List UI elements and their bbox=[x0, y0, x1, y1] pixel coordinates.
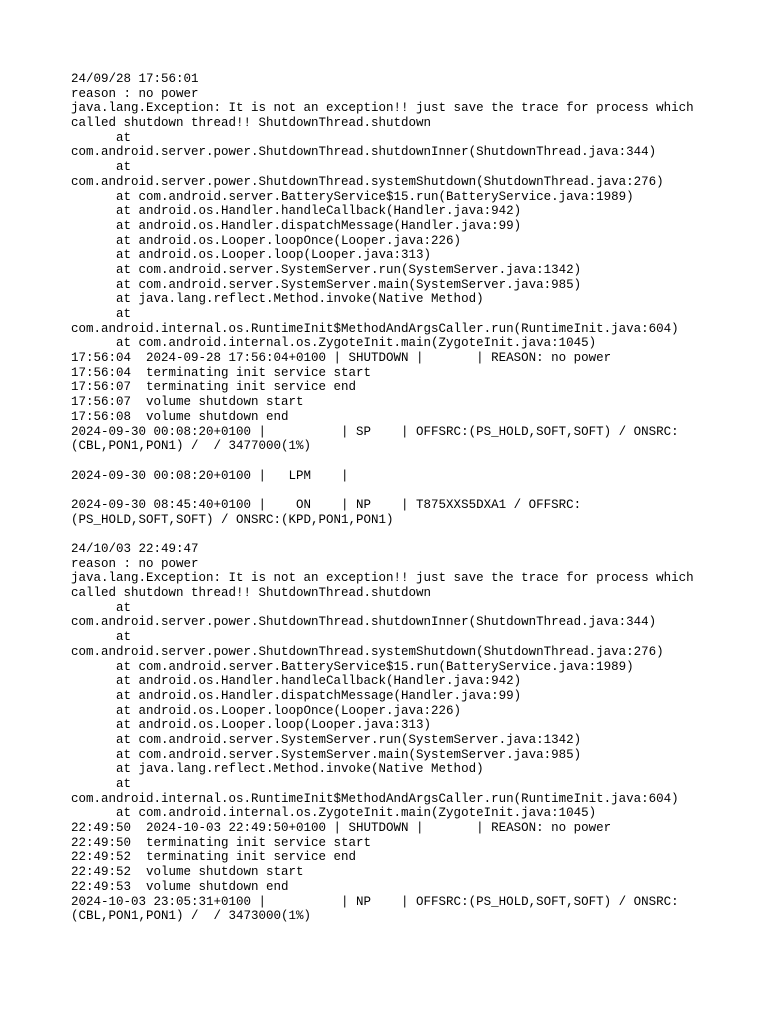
log-line: java.lang.Exception: It is not an exception!! just save the trace for process which bbox=[71, 571, 694, 586]
log-line: com.android.internal.os.RuntimeInit$MethodAndArgsCaller.run(RuntimeInit.java:604) bbox=[71, 791, 679, 806]
log-line: reason : no power bbox=[71, 86, 199, 101]
log-line: at com.android.server.BatteryService$15.run(BatteryService.java:1989) bbox=[71, 189, 634, 204]
log-line: 22:49:52 terminating init service end bbox=[71, 850, 357, 865]
log-line: at com.android.server.BatteryService$15.run(BatteryService.java:1989) bbox=[71, 659, 634, 674]
log-line: at bbox=[71, 600, 132, 615]
log-line: 2024-09-30 00:08:20+0100 | LPM | bbox=[71, 468, 349, 483]
log-line: at java.lang.reflect.Method.invoke(Native Method) bbox=[71, 292, 484, 307]
log-line: 22:49:50 terminating init service start bbox=[71, 835, 372, 850]
log-line bbox=[71, 454, 711, 469]
log-line: at android.os.Looper.loop(Looper.java:313) bbox=[71, 248, 432, 263]
log-line: (CBL,PON1,PON1) / / 3473000(1%) bbox=[71, 909, 312, 924]
log-line: 2024-10-03 23:05:31+0100 | | NP | OFFSRC:(PS_HOLD,SOFT,SOFT) / ONSRC: bbox=[71, 894, 679, 909]
log-line: (PS_HOLD,SOFT,SOFT) / ONSRC:(KPD,PON1,PON1) bbox=[71, 512, 394, 527]
log-line: at android.os.Looper.loop(Looper.java:313) bbox=[71, 718, 432, 733]
log-line: 17:56:07 volume shutdown start bbox=[71, 395, 304, 410]
log-line: at com.android.internal.os.ZygoteInit.main(ZygoteInit.java:1045) bbox=[71, 806, 597, 821]
log-line: com.android.server.power.ShutdownThread.systemShutdown(ShutdownThread.java:276) bbox=[71, 174, 664, 189]
log-line: at java.lang.reflect.Method.invoke(Native Method) bbox=[71, 762, 484, 777]
log-line: at android.os.Handler.dispatchMessage(Handler.java:99) bbox=[71, 688, 522, 703]
log-line: (CBL,PON1,PON1) / / 3477000(1%) bbox=[71, 439, 312, 454]
log-document bbox=[71, 72, 711, 924]
log-line: called shutdown thread!! ShutdownThread.shutdown bbox=[71, 116, 432, 131]
log-line: at com.android.internal.os.ZygoteInit.main(ZygoteInit.java:1045) bbox=[71, 336, 597, 351]
log-line: 17:56:04 terminating init service start bbox=[71, 365, 372, 380]
log-line: 24/09/28 17:56:01 bbox=[71, 72, 199, 86]
log-line: at android.os.Looper.loopOnce(Looper.java:226) bbox=[71, 233, 462, 248]
log-line: com.android.internal.os.RuntimeInit$MethodAndArgsCaller.run(RuntimeInit.java:604) bbox=[71, 321, 679, 336]
log-line: com.android.server.power.ShutdownThread.systemShutdown(ShutdownThread.java:276) bbox=[71, 644, 664, 659]
log-line: java.lang.Exception: It is not an exception!! just save the trace for process which bbox=[71, 101, 694, 116]
log-line: 22:49:53 volume shutdown end bbox=[71, 879, 289, 894]
log-line: at com.android.server.SystemServer.run(SystemServer.java:1342) bbox=[71, 732, 582, 747]
log-line bbox=[71, 483, 711, 498]
log-line: 24/10/03 22:49:47 bbox=[71, 542, 199, 556]
log-line: at bbox=[71, 307, 132, 321]
log-line: at android.os.Handler.handleCallback(Handler.java:942) bbox=[71, 674, 522, 689]
log-line: at com.android.server.SystemServer.run(SystemServer.java:1342) bbox=[71, 262, 582, 277]
log-line bbox=[71, 527, 711, 542]
log-line: reason : no power bbox=[71, 556, 199, 571]
log-line: 17:56:07 terminating init service end bbox=[71, 380, 357, 395]
log-line: at com.android.server.SystemServer.main(SystemServer.java:985) bbox=[71, 747, 582, 762]
log-line: at android.os.Handler.dispatchMessage(Handler.java:99) bbox=[71, 218, 522, 233]
log-line: called shutdown thread!! ShutdownThread.shutdown bbox=[71, 586, 432, 601]
log-line: com.android.server.power.ShutdownThread.shutdownInner(ShutdownThread.java:344) bbox=[71, 615, 657, 630]
log-line: at bbox=[71, 160, 132, 175]
log-line: 17:56:04 2024-09-28 17:56:04+0100 | SHUTDOWN | | REASON: no power bbox=[71, 351, 612, 366]
log-line: at com.android.server.SystemServer.main(SystemServer.java:985) bbox=[71, 277, 582, 292]
log-line: 17:56:08 volume shutdown end bbox=[71, 409, 289, 424]
log-line: 2024-09-30 08:45:40+0100 | ON | NP | T875XXS5DXA1 / OFFSRC: bbox=[71, 497, 582, 512]
log-line: at android.os.Handler.handleCallback(Handler.java:942) bbox=[71, 204, 522, 219]
log-line: 22:49:50 2024-10-03 22:49:50+0100 | SHUTDOWN | | REASON: no power bbox=[71, 821, 612, 836]
log-line: at bbox=[71, 777, 132, 791]
log-line: at bbox=[71, 630, 132, 645]
log-line: 2024-09-30 00:08:20+0100 | | SP | OFFSRC:(PS_HOLD,SOFT,SOFT) / ONSRC: bbox=[71, 424, 679, 439]
log-line: com.android.server.power.ShutdownThread.shutdownInner(ShutdownThread.java:344) bbox=[71, 145, 657, 160]
log-line: at bbox=[71, 130, 132, 145]
log-line: 22:49:52 volume shutdown start bbox=[71, 865, 304, 880]
log-line: at android.os.Looper.loopOnce(Looper.java:226) bbox=[71, 703, 462, 718]
